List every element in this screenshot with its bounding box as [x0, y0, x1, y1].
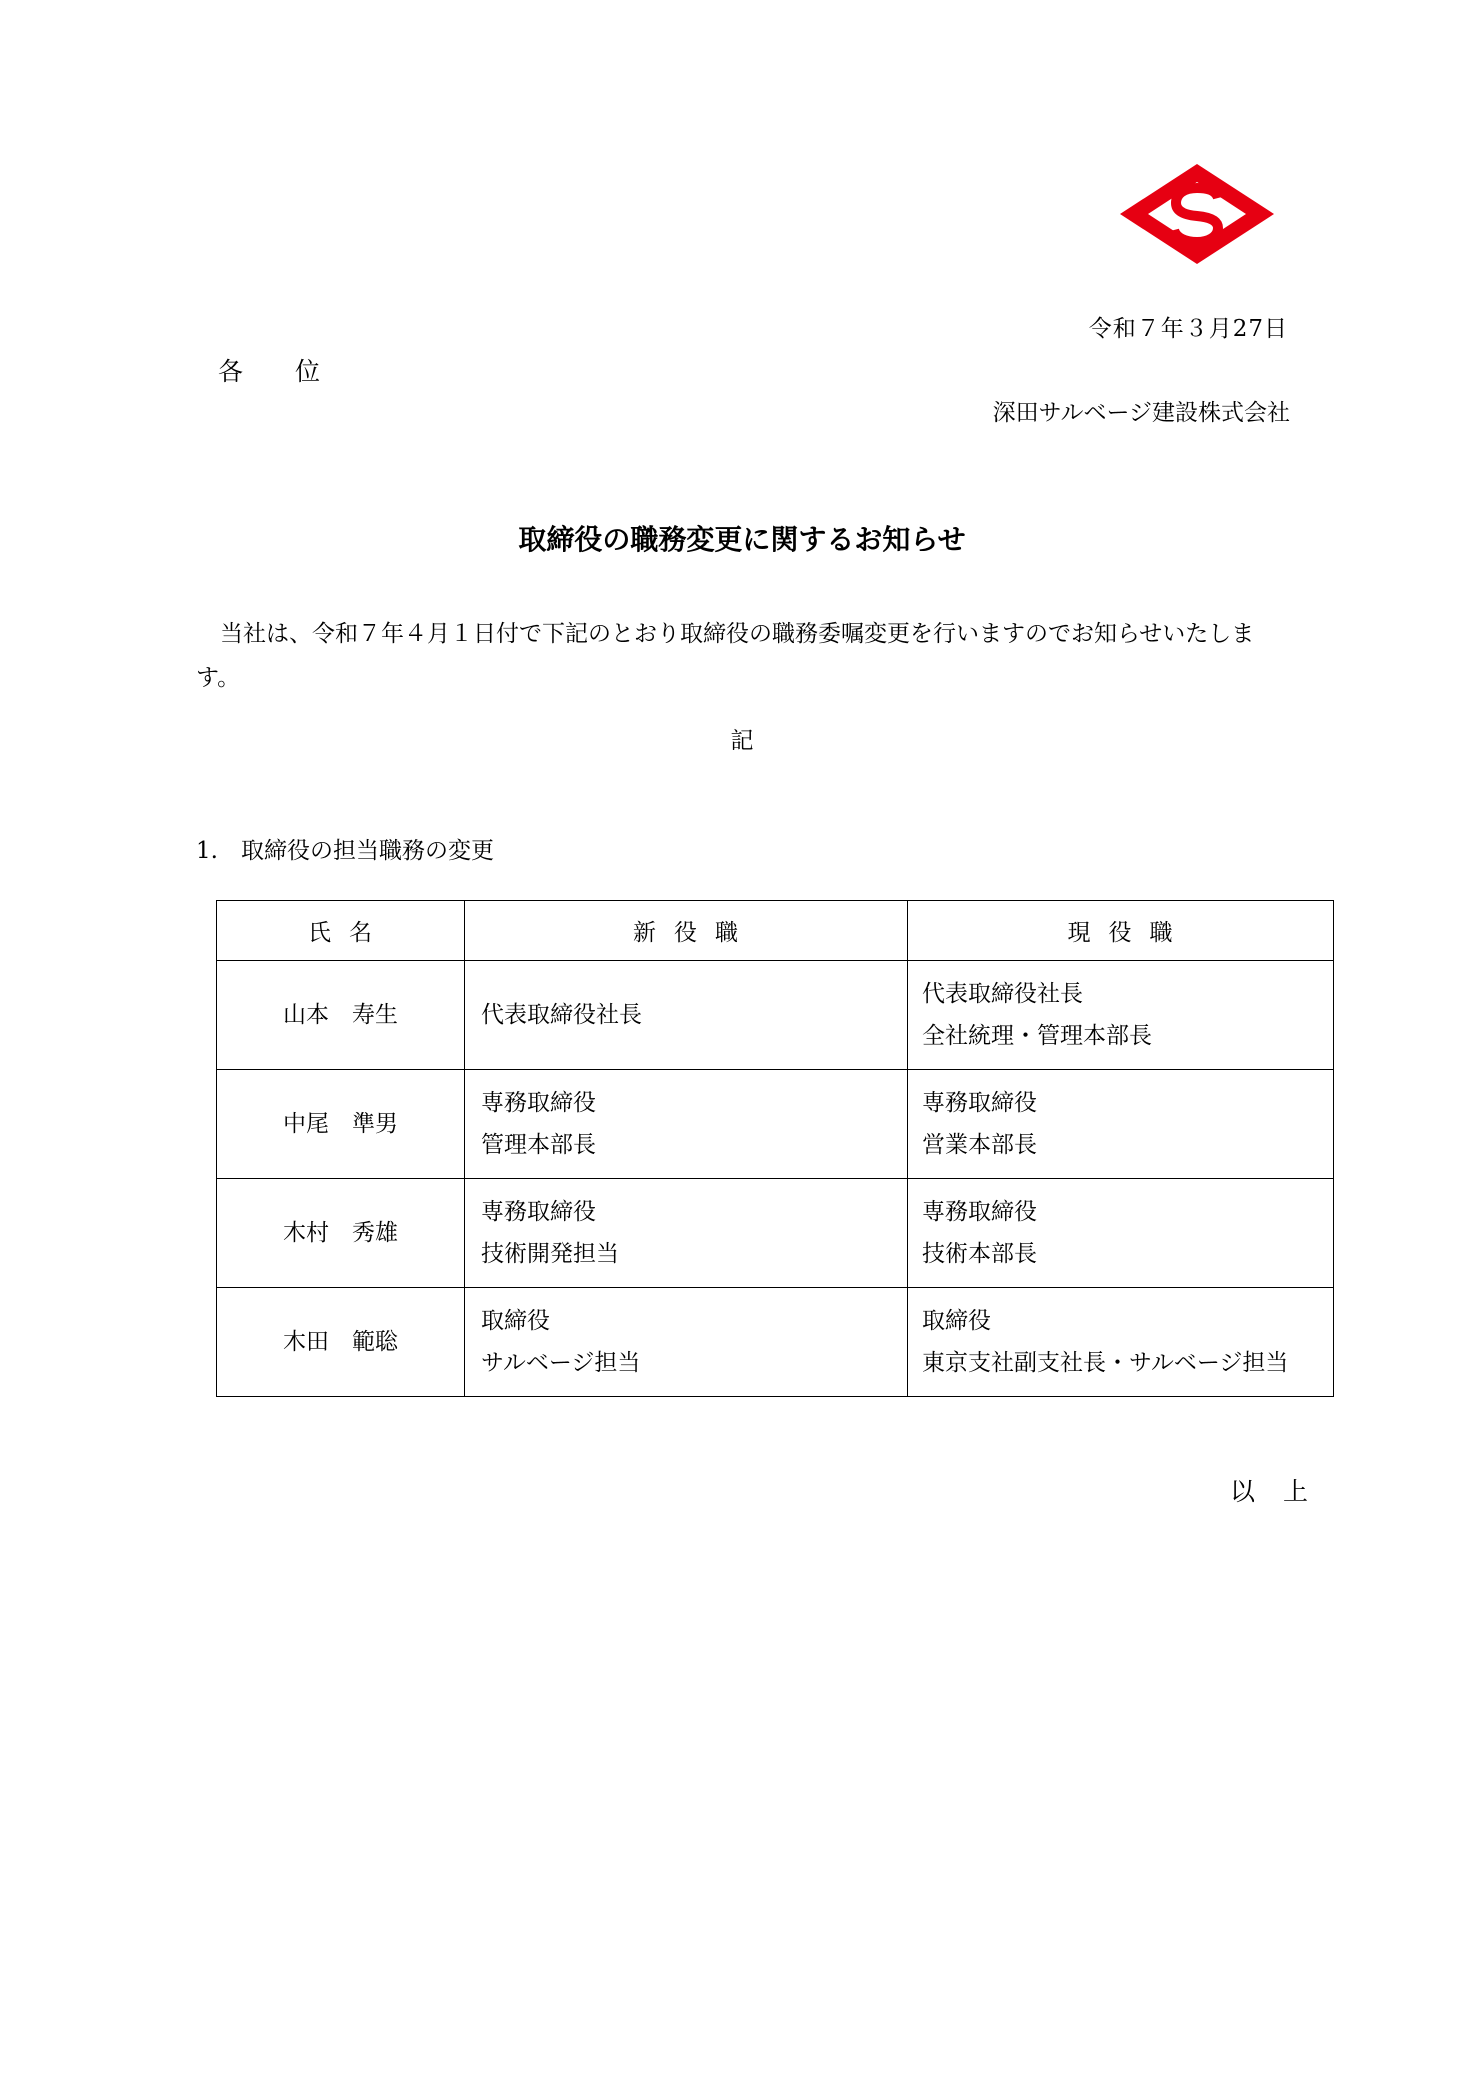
new-role-line: 技術開発担当	[481, 1241, 619, 1267]
current-role	[908, 1070, 1334, 1179]
table-row	[217, 1288, 1334, 1397]
new-role-line: 取締役	[481, 1308, 550, 1334]
new-role	[465, 1070, 908, 1179]
closing-char-1: 以	[1229, 1477, 1255, 1506]
roles-table	[216, 900, 1334, 1397]
addressee-char-1: 各	[218, 357, 244, 386]
current-role-line: 代表取締役社長	[922, 981, 1083, 1007]
current-role-line: 技術本部長	[922, 1241, 1037, 1267]
current-role	[908, 961, 1334, 1070]
current-role-line: 営業本部長	[922, 1132, 1037, 1158]
company-logo	[1118, 162, 1276, 266]
director-name: 中尾 準男	[217, 1070, 465, 1179]
closing-mark	[1202, 1472, 1308, 1508]
new-role-line: 代表取締役社長	[481, 1002, 642, 1028]
director-name: 木村 秀雄	[217, 1179, 465, 1288]
addressee-char-2: 位	[295, 357, 321, 386]
director-name: 山本 寿生	[217, 961, 465, 1070]
current-role	[908, 1179, 1334, 1288]
section-heading: 1. 取締役の担当職務の変更	[196, 838, 494, 864]
new-role-line: 管理本部長	[481, 1132, 596, 1158]
new-role	[465, 1179, 908, 1288]
table-row	[217, 1070, 1334, 1179]
new-role	[465, 1288, 908, 1397]
addressee	[218, 352, 372, 388]
table-row	[217, 1179, 1334, 1288]
current-role-line: 専務取締役	[922, 1090, 1037, 1116]
table-row	[217, 961, 1334, 1070]
ki-heading: 記	[730, 728, 754, 754]
company-name: 深田サルベージ建設株式会社	[992, 400, 1290, 426]
document-title: 取締役の職務変更に関するお知らせ	[518, 523, 966, 556]
header-current-role: 現役職	[908, 901, 1334, 961]
director-name: 木田 範聡	[217, 1288, 465, 1397]
current-role-line: 全社統理・管理本部長	[922, 1023, 1152, 1049]
current-role-line: 東京支社副支社長・サルベージ担当	[922, 1350, 1289, 1376]
closing-char-2: 上	[1282, 1477, 1308, 1506]
table-header-row	[217, 901, 1334, 961]
new-role-line: サルベージ担当	[481, 1350, 641, 1376]
header-new-role: 新役職	[465, 901, 908, 961]
intro-paragraph: 当社は、令和７年４月１日付で下記のとおり取締役の職務委嘱変更を行いますのでお知らせいたします。	[196, 621, 1255, 691]
current-role	[908, 1288, 1334, 1397]
current-role-line: 専務取締役	[922, 1199, 1037, 1225]
new-role-line: 専務取締役	[481, 1199, 596, 1225]
new-role-line: 専務取締役	[481, 1090, 596, 1116]
new-role	[465, 961, 908, 1070]
current-role-line: 取締役	[922, 1308, 991, 1334]
header-name: 氏名	[217, 901, 465, 961]
issue-date: 令和７年３月27日	[1088, 316, 1288, 342]
